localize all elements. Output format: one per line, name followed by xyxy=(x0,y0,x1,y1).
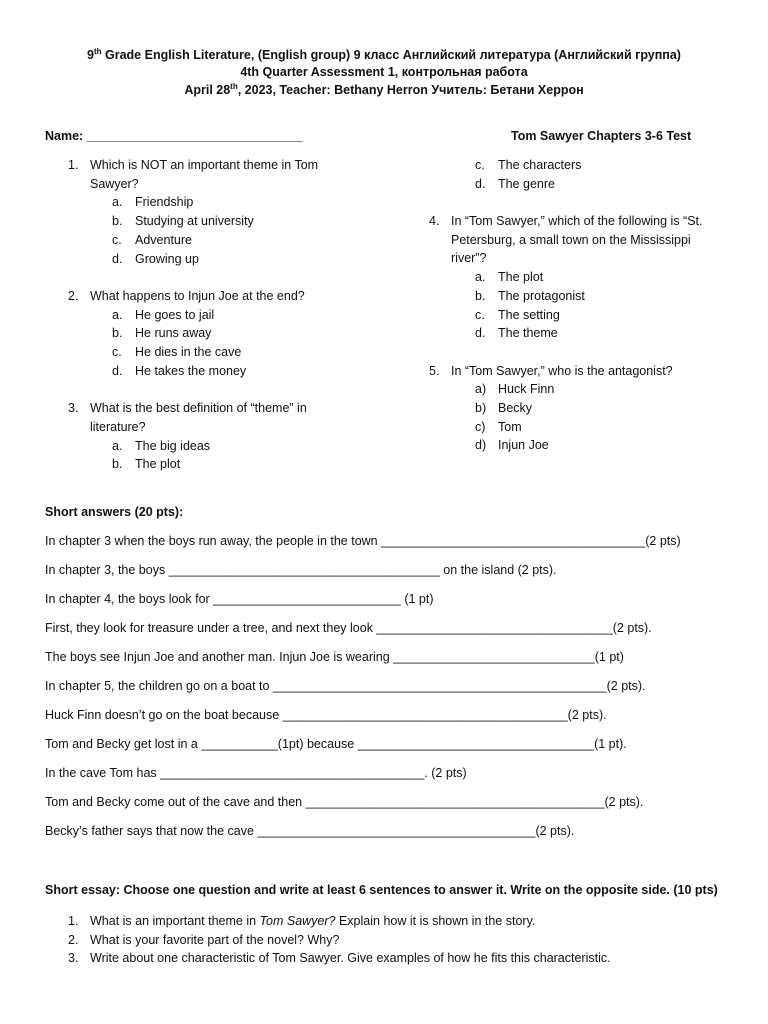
option-letter: d. xyxy=(112,251,123,266)
option-text: Injun Joe xyxy=(498,438,549,453)
answer-option[interactable] xyxy=(68,455,318,474)
answer-option[interactable] xyxy=(68,437,318,456)
option-letter: b. xyxy=(112,214,123,229)
option-text: The protagonist xyxy=(498,288,585,303)
short-answer-item[interactable]: The boys see Injun Joe and another man. Injun Joe is wearing _____________________________(1 pt) xyxy=(45,650,624,664)
short-answer-item[interactable]: Tom and Becky get lost in a ___________(1pt) because __________________________________(1 pt). xyxy=(45,737,627,751)
option-letter: d. xyxy=(112,363,123,378)
short-answers-heading: Short answers (20 pts): xyxy=(45,505,184,519)
essay-text: What is your favorite part of the novel? Why? xyxy=(90,932,340,947)
question xyxy=(68,156,318,268)
short-answer-item[interactable]: In chapter 4, the boys look for ___________________________ (1 pt) xyxy=(45,592,434,606)
essay-text: Write about one characteristic of Tom Sawyer. Give examples of how he fits this characteristic. xyxy=(90,951,611,966)
answer-option[interactable] xyxy=(429,268,702,287)
option-letter: c. xyxy=(475,158,485,172)
short-answer-item[interactable]: In chapter 3 when the boys run away, the people in the town ______________________________________(2 pts) xyxy=(45,534,681,548)
question-text-line xyxy=(429,231,702,250)
option-text: The setting xyxy=(498,307,560,322)
answer-option[interactable] xyxy=(475,175,581,194)
option-letter: c) xyxy=(475,419,486,434)
questions-right-column xyxy=(429,212,702,474)
essay-number: 3. xyxy=(68,951,79,966)
answer-option[interactable] xyxy=(68,231,318,250)
question-number: 2. xyxy=(68,288,79,303)
option-text: The plot xyxy=(135,457,181,472)
option-text: Growing up xyxy=(135,251,199,266)
answer-option[interactable] xyxy=(68,193,318,212)
option-letter: b) xyxy=(475,401,487,416)
option-text: The genre xyxy=(498,176,555,191)
question-text-line xyxy=(68,399,318,418)
question xyxy=(68,287,318,381)
option-letter: d. xyxy=(475,326,486,341)
essay-heading: Short essay: Choose one question and write at least 6 sentences to answer it. Write on the opposite side. (10 pts) xyxy=(45,883,718,897)
question-number: 5. xyxy=(429,363,440,378)
answer-option[interactable] xyxy=(475,156,581,175)
question-text-line xyxy=(429,212,702,231)
option-text: He takes the money xyxy=(135,363,247,378)
test-title: Tom Sawyer Chapters 3-6 Test xyxy=(511,129,692,143)
option-text: Friendship xyxy=(135,195,194,210)
option-text: Tom xyxy=(498,419,522,434)
questions-left-column xyxy=(68,156,318,493)
essay-question xyxy=(68,931,611,950)
short-answer-item[interactable]: In chapter 3, the boys _______________________________________ on the island (2 pts). xyxy=(45,563,557,577)
option-letter: a) xyxy=(475,382,487,397)
name-blank[interactable]: _______________________________ xyxy=(86,129,303,143)
essay-question xyxy=(68,912,611,931)
option-text: Adventure xyxy=(135,232,192,247)
answer-option[interactable] xyxy=(68,343,318,362)
option-text: He dies in the cave xyxy=(135,345,242,360)
short-answer-item[interactable]: In chapter 5, the children go on a boat to ________________________________________________(2 pts). xyxy=(45,679,646,693)
essay-number: 1. xyxy=(68,914,79,928)
option-text: He runs away xyxy=(135,326,212,341)
option-letter: a. xyxy=(475,270,486,285)
short-answers-list xyxy=(45,534,681,853)
option-text: The plot xyxy=(498,270,544,285)
short-answer-item[interactable]: Huck Finn doesn’t go on the boat because _________________________________________(2 pts). xyxy=(45,708,607,722)
option-text: The characters xyxy=(498,158,582,172)
header-line-1: 9th Grade English Literature, (English group) 9 класс Английский литература (Английский группа) xyxy=(87,47,681,63)
short-answer-item[interactable]: First, they look for treasure under a tree, and next they look __________________________________(2 pts). xyxy=(45,621,652,635)
essay-text: What is an important theme in xyxy=(90,914,260,928)
question-text-line xyxy=(68,418,318,437)
question-text-line xyxy=(68,175,318,194)
option-text: Becky xyxy=(498,401,533,416)
answer-option[interactable] xyxy=(429,324,702,343)
question-text: Sawyer? xyxy=(90,176,139,191)
question-text: What happens to Injun Joe at the end? xyxy=(90,288,305,303)
option-letter: a. xyxy=(112,195,123,210)
question-text-line xyxy=(429,362,702,381)
name-field[interactable]: Name: _______________________________ xyxy=(45,129,303,143)
question-3-continued xyxy=(475,156,581,193)
question-text: In “Tom Sawyer,” which of the following is “St. xyxy=(451,214,703,228)
question-text: Petersburg, a small town on the Mississippi xyxy=(451,232,691,247)
question-text-line xyxy=(68,287,318,306)
essay-italic-title: Tom Sawyer? xyxy=(259,914,336,928)
option-text: He goes to jail xyxy=(135,307,215,322)
question-text: literature? xyxy=(90,419,146,434)
essay-number: 2. xyxy=(68,932,79,947)
option-letter: b. xyxy=(112,457,123,472)
question xyxy=(429,212,702,343)
header-line-3: April 28th, 2023, Teacher: Bethany Herron Учитель: Бетани Херрон xyxy=(184,82,584,98)
option-text: Huck Finn xyxy=(498,382,555,397)
answer-option[interactable] xyxy=(68,250,318,269)
option-letter: c. xyxy=(112,232,122,247)
header-line-2: 4th Quarter Assessment 1, контрольная работа xyxy=(240,65,528,79)
option-text: The theme xyxy=(498,326,558,341)
answer-option[interactable] xyxy=(429,380,702,399)
question-text: river”? xyxy=(451,251,487,266)
option-letter: c. xyxy=(112,345,122,360)
short-answer-item[interactable]: Becky’s father says that now the cave ________________________________________(2 pts). xyxy=(45,824,575,838)
question-text: In “Tom Sawyer,” who is the antagonist? xyxy=(451,363,673,378)
option-letter: a. xyxy=(112,307,123,322)
question xyxy=(429,362,702,456)
short-answer-item[interactable]: Tom and Becky come out of the cave and then ___________________________________________(2 pts). xyxy=(45,795,644,809)
option-letter: d. xyxy=(475,176,486,191)
option-text: The big ideas xyxy=(135,438,211,453)
answer-option[interactable] xyxy=(68,212,318,231)
answer-option[interactable] xyxy=(429,399,702,418)
answer-option[interactable] xyxy=(68,306,318,325)
question-text-line xyxy=(68,156,318,175)
option-text: Studying at university xyxy=(135,214,254,229)
option-letter: c. xyxy=(475,307,485,322)
question-text: What is the best definition of “theme” in xyxy=(90,401,307,416)
answer-option[interactable] xyxy=(429,306,702,325)
question-text: Which is NOT an important theme in Tom xyxy=(90,158,319,172)
answer-option[interactable] xyxy=(68,362,318,381)
essay-question xyxy=(68,949,611,968)
option-letter: b. xyxy=(475,288,486,303)
option-letter: b. xyxy=(112,326,123,341)
answer-option[interactable] xyxy=(429,418,702,437)
answer-option[interactable] xyxy=(68,324,318,343)
option-letter: d) xyxy=(475,438,487,453)
short-answer-item[interactable]: In the cave Tom has ______________________________________. (2 pts) xyxy=(45,766,467,780)
answer-option[interactable] xyxy=(429,436,702,455)
answer-option[interactable] xyxy=(429,287,702,306)
question xyxy=(68,399,318,474)
question-number: 4. xyxy=(429,214,440,228)
question-text-line xyxy=(429,249,702,268)
question-number: 3. xyxy=(68,401,79,416)
option-letter: a. xyxy=(112,438,123,453)
essay-list xyxy=(68,912,611,968)
question-number: 1. xyxy=(68,158,79,172)
essay-text-post: Explain how it is shown in the story. xyxy=(335,914,536,928)
